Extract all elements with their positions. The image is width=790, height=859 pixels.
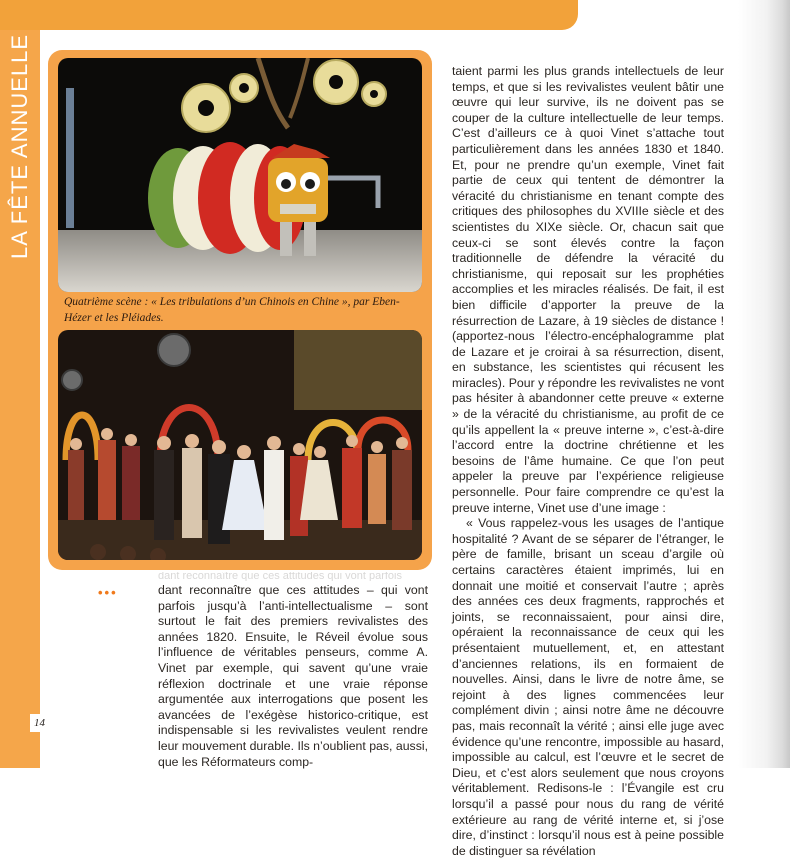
decorative-dots-icon: •••: [98, 585, 118, 600]
page-fold-shadow: [738, 0, 790, 768]
right-paragraph-2: « Vous rappelez-vous les usages de l’antique hospitalité ? Avant de se séparer de l’étranger, le père de famille, brisant un sceau d’argile où certains caractères étaient imprimés, lui en donnait une moitié et conservait l’autre ; après des années ces deux fragments, rapprochés et joints, se reconnaissaient, pour ainsi dire, opéraient la reconnaissance de ceux qui les présentaient mutuellement, et, en attestant d’anciennes relations, ils en formaient de nouvelles. Ainsi, dans le livre de notre âme, se rejoint à des lignes commencées leur complément divin ; ainsi notre âme ne découvre pas, mais reconnaît la vérité ; ainsi elle juge avec évidence qu’une rencontre, impossible au hasard, impossible au calcul, est l’œuvre et le secret de Dieu, et c’est alors seulement que nous croyons véritablement. Redisons-le : l’Évangile est cru lorsqu’il a passé pour nous du rang de vérité extérieure au rang de vérité interne et, si j’ose dire, d’instinct : lorsqu’il nous est à peine possible de distinguer sa révélation: [452, 516, 724, 858]
left-text-column: [158, 583, 428, 770]
right-paragraph-1: taient parmi les plus grands intellectuels de leur temps, et que si les revivalistes veulent bâtir une œuvre qui leur survive, ils ne doivent pas se couper de la culture intellectuelle de leur temps. C’est d’ailleurs ce à quoi Vinet s’attache tout particulièrement dans les années 1830 et 1840. Et, pour ne prendre qu’un exemple, Vinet fait partie de ceux qui tentent de démontrer la véracité du christianisme en tenant compte des critiques des philosophes du XVIIIe siècle et des scientistes du XIXe siècle. Or, chacun sait que ceux-ci se sont élevés contre la façon traditionnelle de défendre la véracité du christianisme, qui reposait sur les prophéties accomplies et les miracles réalisés. De fait, il est bien difficile d’apporter la preuve de la résurrection de Lazare, à 19 siècles de distance ! (apportez-nous l’électro-encéphalogramme plat de Lazare et je croirai à sa résurrection, disent, en substance, les scientistes qui récusent les miracles). Pour y répondre les revivalistes ne vont pas hésiter à abandonner cette preuve « externe » de la véracité du christianisme, au profit de ce qu’ils appellent la « preuve interne », c’est-à-dire l’accord entre la doctrine chrétienne et les besoins de l’âme humaine. Ce que l’on peut appeler la preuve par l’expérience religieuse personnelle. Pour faire comprendre ce qu’est la preuve interne, Vinet use d’une image :: [452, 64, 725, 515]
cast-scene-photo: [58, 330, 422, 560]
top-orange-band: [0, 0, 578, 30]
side-divider: [40, 30, 48, 768]
faint-show-through-text: dant reconnaître que ces attitudes qui vont parfois: [158, 572, 402, 581]
photo-caption: Quatrième scène : « Les tribulations d’un Chinois en Chine », par Eben-Hézer et les Pléiades.: [64, 296, 400, 324]
right-text-column: [452, 64, 724, 859]
section-title: LA FÊTE ANNUELLE: [7, 34, 32, 260]
dragon-scene-photo: [58, 58, 422, 292]
left-paragraph-1: dant reconnaître que ces attitudes – qui vont parfois jusqu’à l’anti-intellectualisme – sont surtout le fait des premiers revivalistes des années 1820. Ensuite, le Réveil évolue sous l’influence de véritables penseurs, comme A. Vinet par exemple, qui savent qu’une vraie réflexion doctrinale et une vraie réponse argumentée aux interrogations que posent les avancées de l’exégèse historico-critique, est indispensable si les revivalistes veulent rendre leur mouvement durable. Ils n’oublient pas, aussi, que les Réformateurs comp-: [158, 583, 428, 769]
page-number: 14: [34, 717, 45, 729]
